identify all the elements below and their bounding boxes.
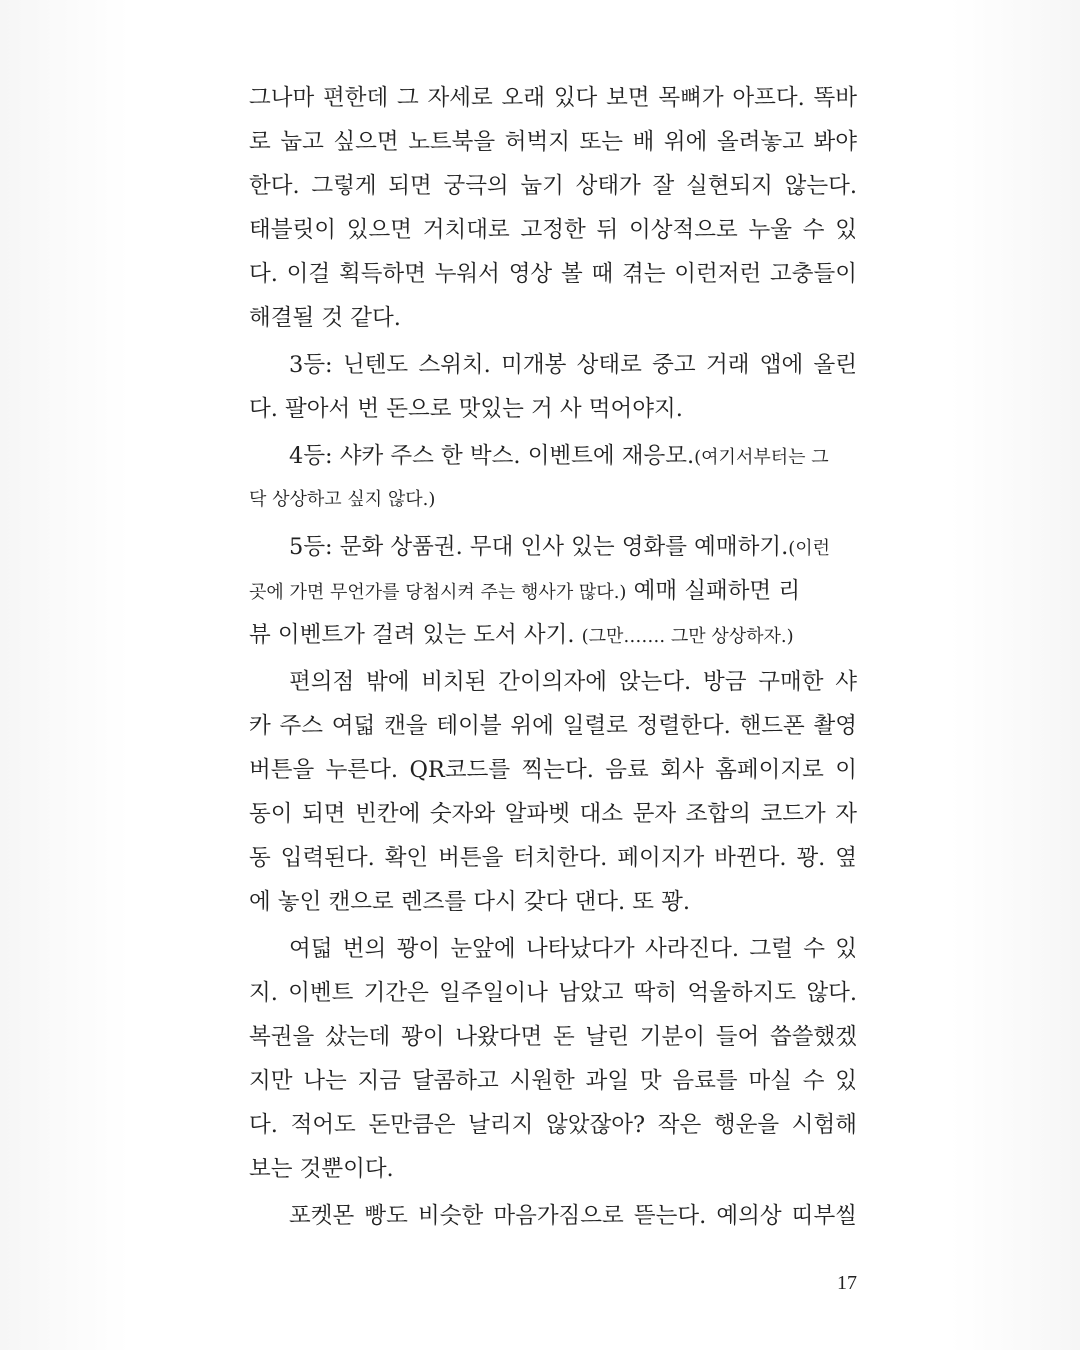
text-line: 지만 나는 지금 달콤하고 시원한 과일 맛 음료를 마실 수 있 [249, 1068, 857, 1094]
page-number: 17 [837, 1272, 857, 1294]
text-line: 동이 되면 빈칸에 숫자와 알파벳 대소 문자 조합의 코드가 자 [249, 801, 857, 827]
text-line: 복권을 샀는데 꽝이 나왔다면 돈 날린 기분이 들어 씁쓸했겠 [249, 1024, 857, 1050]
aside-text: 곳에 가면 무언가를 당첨시켜 주는 행사가 많다.) [249, 582, 627, 603]
text-line [249, 613, 857, 657]
prize-4-text: 4등: 샤카 주스 한 박스. 이벤트에 재응모. [289, 443, 695, 469]
page-left-margin-shade [0, 0, 130, 1350]
text-line: 닥 상상하고 싶지 않다.) [249, 489, 436, 510]
prize-5-text: 5등: 문화 상품권. 무대 인사 있는 영화를 예매하기. [289, 534, 789, 560]
text-line: 한다. 그렇게 되면 궁극의 눕기 상태가 잘 실현되지 않는다. [249, 173, 857, 199]
text-line [249, 569, 857, 613]
text-line: 지. 이벤트 기간은 일주일이나 남았고 딱히 억울하지도 않다. [249, 980, 857, 1006]
text-line [249, 434, 857, 478]
page-right-margin-shade [950, 0, 1080, 1350]
text-line: 동 입력된다. 확인 버튼을 터치한다. 페이지가 바뀐다. 꽝. 옆 [249, 845, 857, 871]
text-line: 버튼을 누른다. QR코드를 찍는다. 음료 회사 홈페이지로 이 [249, 757, 857, 783]
text-line: 포켓몬 빵도 비슷한 마음가짐으로 뜯는다. 예의상 띠부씰 [289, 1203, 857, 1229]
text-line [249, 525, 857, 569]
text-line: 다. 팔아서 번 돈으로 맛있는 거 사 먹어야지. [249, 396, 683, 422]
text-line: 다. 이걸 획득하면 누워서 영상 볼 때 겪는 이런저런 고충들이 [249, 261, 857, 287]
text-line: 그나마 편한데 그 자세로 오래 있다 보면 목뼈가 아프다. 똑바 [249, 85, 857, 111]
text-line: 3등: 닌텐도 스위치. 미개봉 상태로 중고 거래 앱에 올린 [289, 352, 857, 378]
continuation-text: 예매 실패하면 리 [626, 578, 801, 604]
text-line: 카 주스 여덟 캔을 테이블 위에 일렬로 정렬한다. 핸드폰 촬영 [249, 713, 857, 739]
text-line: 편의점 밖에 비치된 간이의자에 앉는다. 방금 구매한 샤 [289, 669, 857, 695]
text-line: 다. 적어도 돈만큼은 날리지 않았잖아? 작은 행운을 시험해 [249, 1112, 857, 1138]
aside-text: (이런 [788, 538, 831, 559]
text-line: 해결될 것 같다. [249, 305, 401, 331]
body-text [249, 76, 857, 1238]
text-line: 로 눕고 싶으면 노트북을 허벅지 또는 배 위에 올려놓고 봐야 [249, 129, 857, 155]
aside-text: (그만……. 그만 상상하자.) [581, 626, 794, 647]
aside-text: (여기서부터는 그 [694, 447, 829, 468]
text-line: 여덟 번의 꽝이 눈앞에 나타났다가 사라진다. 그럴 수 있 [289, 936, 857, 962]
continuation-text: 뷰 이벤트가 걸려 있는 도서 사기. [249, 622, 582, 648]
text-line: 보는 것뿐이다. [249, 1156, 394, 1182]
text-line: 태블릿이 있으면 거치대로 고정한 뒤 이상적으로 누울 수 있 [249, 217, 857, 243]
text-line: 에 놓인 캔으로 렌즈를 다시 갖다 댄다. 또 꽝. [249, 889, 691, 915]
